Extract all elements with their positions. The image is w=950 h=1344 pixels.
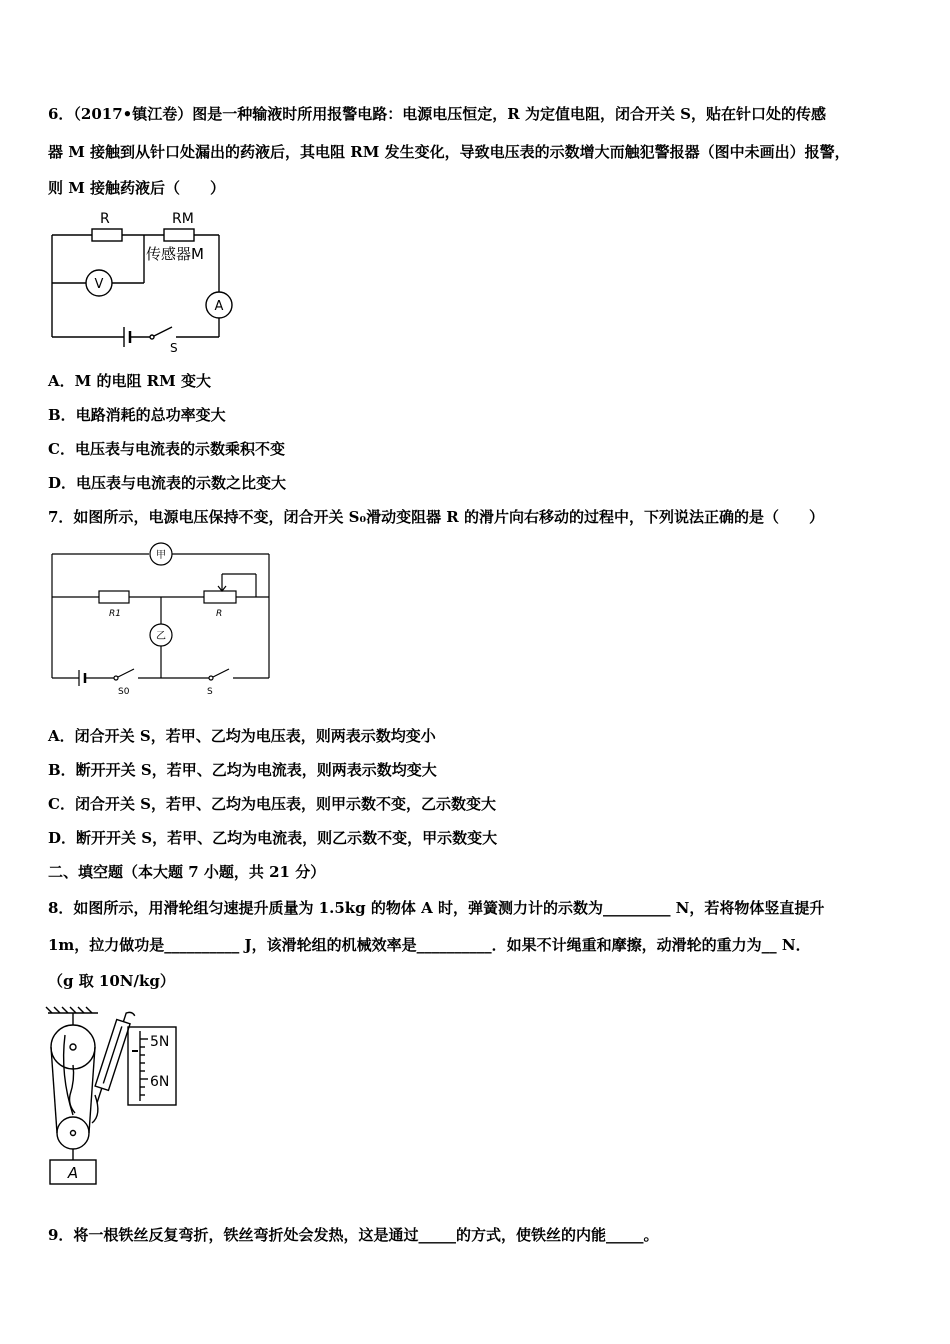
q7-label-s: S [207, 687, 213, 697]
q7-line1: 7．如图所示，电源电压保持不变，闭合开关 S₀滑动变阻器 R 的滑片向右移动的过程中，下列说法正确的是（ ） [48, 508, 824, 526]
q7-label-yi: 乙 [156, 631, 166, 642]
q6-label-rm: RM [172, 211, 194, 227]
q9-line1: 9．将一根铁丝反复弯折，铁丝弯折处会发热，这是通过_____的方式，使铁丝的内能_____。 [48, 1226, 659, 1244]
q6-label-sensor: 传感器M [146, 245, 204, 263]
section-heading: 二、填空题（本大题 7 小题，共 21 分） [48, 863, 326, 881]
q6-option-d: D．电压表与电流表的示数之比变大 [48, 474, 287, 492]
q8-line1: 8．如图所示，用滑轮组匀速提升质量为 1.5kg 的物体 A 时，弹簧测力计的示数为_________ N，若将物体竖直提升 [48, 899, 825, 917]
q6-line2: 器 M 接触到从针口处漏出的药液后，其电阻 RM 发生变化，导致电压表的示数增大而触犯警报器（图中未画出）报警， [48, 143, 850, 161]
q6-line3: 则 M 接触药液后（ ） [48, 179, 226, 197]
q6-option-a: A．M 的电阻 RM 变大 [48, 372, 211, 390]
q8-label-a: A [67, 1164, 79, 1182]
q8-pulley-figure [40, 1005, 190, 1194]
q7-label-s0: S0 [118, 687, 130, 697]
q6-option-b: B．电路消耗的总功率变大 [48, 406, 226, 424]
q7-label-r: R [216, 609, 223, 619]
q6-label-a: A [214, 299, 224, 314]
q7-circuit-figure [44, 538, 279, 702]
q8-label-5n: 5N [150, 1034, 170, 1050]
q7-label-r1: R1 [109, 609, 121, 619]
q6-label-r: R [100, 211, 110, 227]
q7-option-d: D．断开开关 S，若甲、乙均为电流表，则乙示数不变，甲示数变大 [48, 829, 498, 847]
q6-label-s: S [170, 341, 178, 355]
q8-line2: 1m，拉力做功是__________ J，该滑轮组的机械效率是__________．如果不计绳重和摩擦，动滑轮的重力为__ N． [48, 936, 811, 954]
q6-label-v: V [94, 277, 104, 292]
q7-label-jia: 甲 [156, 550, 166, 561]
q6-circuit-figure [44, 205, 244, 359]
q6-option-c: C．电压表与电流表的示数乘积不变 [48, 440, 285, 458]
q8-line3: （g 取 10N/kg） [48, 972, 175, 990]
q6-line1: 6．（2017•镇江卷）图是一种输液时所用报警电路：电源电压恒定，R 为定值电阻，闭合开关 S，贴在针口处的传感 [48, 105, 827, 123]
q7-option-b: B．断开开关 S，若甲、乙均为电流表，则两表示数均变大 [48, 761, 437, 779]
q8-label-6n: 6N [150, 1074, 170, 1090]
q7-option-c: C．闭合开关 S，若甲、乙均为电压表，则甲示数不变，乙示数变大 [48, 795, 496, 813]
q7-option-a: A．闭合开关 S，若甲、乙均为电压表，则两表示数均变小 [48, 727, 436, 745]
